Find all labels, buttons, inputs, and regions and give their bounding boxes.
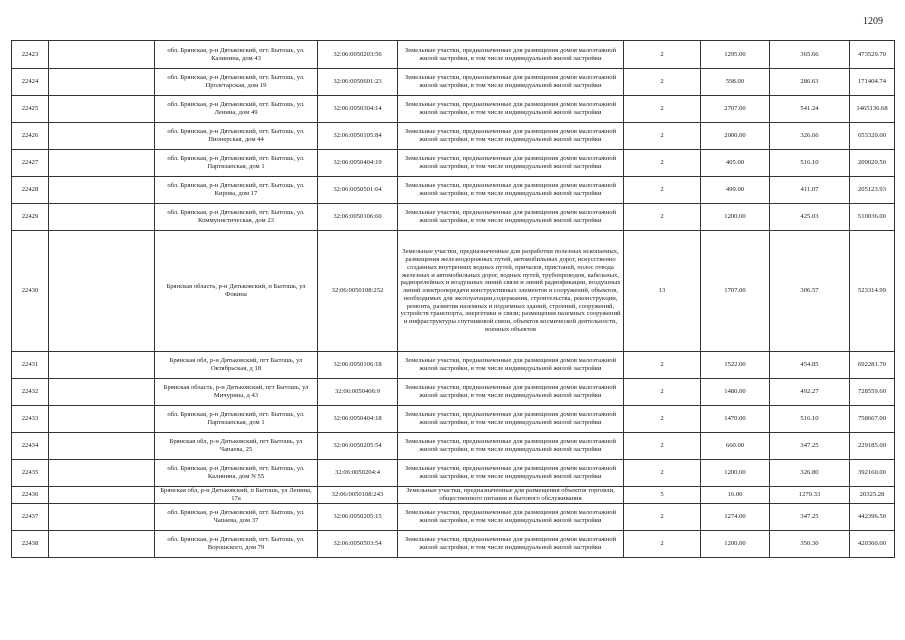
blank-cell bbox=[49, 487, 155, 504]
table-row bbox=[12, 530, 895, 557]
address-cell: Брянская область, р-н Дятьковский, пгт Бытошь, ул Мичурина, д 43 bbox=[155, 379, 318, 406]
land-use-cell: Земельные участки, предназначенные для размещения домов малоэтажной жилой застройки, в том числе индивидуальной жилой застройки bbox=[398, 379, 624, 406]
address-cell: обл. Брянская, р-н Дятьковский, пгт. Бытошь, ул. Коммунистическая, дом 23 bbox=[155, 204, 318, 231]
area-cell: 1707.00 bbox=[701, 231, 770, 352]
cadastral-value-cell: 473529.70 bbox=[850, 41, 895, 69]
row-number: 22430 bbox=[12, 231, 49, 352]
category-cell: 2 bbox=[624, 433, 701, 460]
table-row bbox=[12, 150, 895, 177]
area-cell: 1274.00 bbox=[701, 503, 770, 530]
area-cell: 499.00 bbox=[701, 177, 770, 204]
category-cell: 2 bbox=[624, 177, 701, 204]
category-cell: 2 bbox=[624, 123, 701, 150]
table-row bbox=[12, 379, 895, 406]
cadastral-value-cell: 205123.93 bbox=[850, 177, 895, 204]
unit-value-cell: 1270.33 bbox=[770, 487, 850, 504]
row-number: 22438 bbox=[12, 530, 49, 557]
area-cell: 2707.00 bbox=[701, 96, 770, 123]
address-cell: обл. Брянская, р-н Дятьковский, пгт. Бытошь, ул. Пролетарская, дом 19 bbox=[155, 69, 318, 96]
blank-cell bbox=[49, 41, 155, 69]
address-cell: обл. Брянская, р-н Дятьковский, пгт. Бытошь, ул. Ленина, дом 49 bbox=[155, 96, 318, 123]
blank-cell bbox=[49, 69, 155, 96]
unit-value-cell: 306.57 bbox=[770, 231, 850, 352]
table-row bbox=[12, 352, 895, 379]
category-cell: 2 bbox=[624, 406, 701, 433]
category-cell: 2 bbox=[624, 204, 701, 231]
cadastral-number-cell: 32:06:0050108:252 bbox=[318, 231, 398, 352]
area-cell: 405.00 bbox=[701, 150, 770, 177]
land-use-cell: Земельные участки, предназначенные для размещения домов малоэтажной жилой застройки, в том числе индивидуальной жилой застройки bbox=[398, 150, 624, 177]
cadastral-value-cell: 20325.28 bbox=[850, 487, 895, 504]
cadastral-number-cell: 32:06:0050503:54 bbox=[318, 530, 398, 557]
cadastral-number-cell: 32:06:0050205:15 bbox=[318, 503, 398, 530]
row-number: 22424 bbox=[12, 69, 49, 96]
address-cell: обл. Брянская, р-н Дятьковский, пгт. Бытошь, ул. Калинина, дом 43 bbox=[155, 41, 318, 69]
cadastral-value-cell: 442396.50 bbox=[850, 503, 895, 530]
row-number: 22429 bbox=[12, 204, 49, 231]
cadastral-number-cell: 32:06:0050404:18 bbox=[318, 406, 398, 433]
address-cell: обл. Брянская, р-н Дятьковский, пгт. Бытошь, ул. Кирова, дом 17 bbox=[155, 177, 318, 204]
cadastral-number-cell: 32:06:0050203:56 bbox=[318, 41, 398, 69]
row-number: 22436 bbox=[12, 487, 49, 504]
cadastral-value-cell: 209020.50 bbox=[850, 150, 895, 177]
cadastral-number-cell: 32:06:0050601:23 bbox=[318, 69, 398, 96]
cadastral-number-cell: 32:06:0050501:64 bbox=[318, 177, 398, 204]
area-cell: 1480.00 bbox=[701, 379, 770, 406]
unit-value-cell: 541.24 bbox=[770, 96, 850, 123]
row-number: 22423 bbox=[12, 41, 49, 69]
category-cell: 5 bbox=[624, 487, 701, 504]
table-row bbox=[12, 96, 895, 123]
blank-cell bbox=[49, 530, 155, 557]
cadastral-value-cell: 653320.00 bbox=[850, 123, 895, 150]
cadastral-number-cell: 32:06:0050406:9 bbox=[318, 379, 398, 406]
unit-value-cell: 326.80 bbox=[770, 460, 850, 487]
land-use-cell: Земельные участки, предназначенные для размещения домов малоэтажной жилой застройки, в том числе индивидуальной жилой застройки bbox=[398, 406, 624, 433]
row-number: 22433 bbox=[12, 406, 49, 433]
land-use-cell: Земельные участки, предназначенные для размещения домов малоэтажной жилой застройки, в том числе индивидуальной жилой застройки bbox=[398, 204, 624, 231]
land-use-cell: Земельные участки, предназначенные для размещения домов малоэтажной жилой застройки, в том числе индивидуальной жилой застройки bbox=[398, 503, 624, 530]
table-row bbox=[12, 487, 895, 504]
unit-value-cell: 492.27 bbox=[770, 379, 850, 406]
blank-cell bbox=[49, 204, 155, 231]
table-row bbox=[12, 41, 895, 69]
table-row bbox=[12, 231, 895, 352]
row-number: 22435 bbox=[12, 460, 49, 487]
cadastral-value-cell: 1465136.68 bbox=[850, 96, 895, 123]
cadastral-value-cell: 420360.00 bbox=[850, 530, 895, 557]
address-cell: обл. Брянская, р-н Дятьковский, пгт. Бытошь, ул. Пионерская, дом 44 bbox=[155, 123, 318, 150]
table-row bbox=[12, 503, 895, 530]
blank-cell bbox=[49, 231, 155, 352]
cadastral-number-cell: 32:06:0050106:60 bbox=[318, 204, 398, 231]
blank-cell bbox=[49, 352, 155, 379]
address-cell: Брянская обл, р-н Дятьковский, пгт Бытошь, ул Октябрьская, д 18 bbox=[155, 352, 318, 379]
area-cell: 660.00 bbox=[701, 433, 770, 460]
table-row bbox=[12, 460, 895, 487]
area-cell: 1200.00 bbox=[701, 204, 770, 231]
category-cell: 2 bbox=[624, 96, 701, 123]
category-cell: 2 bbox=[624, 460, 701, 487]
row-number: 22437 bbox=[12, 503, 49, 530]
blank-cell bbox=[49, 406, 155, 433]
cadastral-value-table bbox=[11, 40, 895, 558]
land-use-cell: Земельные участки, предназначенные для размещения объектов торговли, общественного питания и бытового обслуживания bbox=[398, 487, 624, 504]
unit-value-cell: 326.66 bbox=[770, 123, 850, 150]
category-cell: 2 bbox=[624, 503, 701, 530]
category-cell: 2 bbox=[624, 530, 701, 557]
table-row bbox=[12, 204, 895, 231]
land-use-cell: Земельные участки, предназначенные для размещения домов малоэтажной жилой застройки, в том числе индивидуальной жилой застройки bbox=[398, 96, 624, 123]
row-number: 22425 bbox=[12, 96, 49, 123]
blank-cell bbox=[49, 150, 155, 177]
area-cell: 2000.00 bbox=[701, 123, 770, 150]
table-row bbox=[12, 123, 895, 150]
area-cell: 1470.00 bbox=[701, 406, 770, 433]
unit-value-cell: 347.25 bbox=[770, 503, 850, 530]
table-row bbox=[12, 433, 895, 460]
unit-value-cell: 411.07 bbox=[770, 177, 850, 204]
cadastral-value-cell: 171404.74 bbox=[850, 69, 895, 96]
blank-cell bbox=[49, 96, 155, 123]
unit-value-cell: 516.10 bbox=[770, 150, 850, 177]
land-use-cell: Земельные участки, предназначенные для размещения домов малоэтажной жилой застройки, в том числе индивидуальной жилой застройки bbox=[398, 530, 624, 557]
land-use-cell: Земельные участки, предназначенные для размещения домов малоэтажной жилой застройки, в том числе индивидуальной жилой застройки bbox=[398, 69, 624, 96]
area-cell: 1200.00 bbox=[701, 530, 770, 557]
area-cell: 1200.00 bbox=[701, 460, 770, 487]
blank-cell bbox=[49, 503, 155, 530]
cadastral-number-cell: 32:06:0050204:4 bbox=[318, 460, 398, 487]
cadastral-value-cell: 692281.70 bbox=[850, 352, 895, 379]
row-number: 22427 bbox=[12, 150, 49, 177]
unit-value-cell: 425.03 bbox=[770, 204, 850, 231]
row-number: 22434 bbox=[12, 433, 49, 460]
page-number: 1209 bbox=[863, 16, 883, 27]
category-cell: 2 bbox=[624, 379, 701, 406]
cadastral-value-cell: 728559.60 bbox=[850, 379, 895, 406]
row-number: 22428 bbox=[12, 177, 49, 204]
category-cell: 13 bbox=[624, 231, 701, 352]
land-use-cell: Земельные участки, предназначенные для размещения домов малоэтажной жилой застройки, в том числе индивидуальной жилой застройки bbox=[398, 123, 624, 150]
unit-value-cell: 454.85 bbox=[770, 352, 850, 379]
land-use-cell: Земельные участки, предназначенные для размещения домов малоэтажной жилой застройки, в том числе индивидуальной жилой застройки bbox=[398, 352, 624, 379]
cadastral-value-cell: 229185.00 bbox=[850, 433, 895, 460]
row-number: 22431 bbox=[12, 352, 49, 379]
land-use-cell: Земельные участки, предназначенные для разработки полезных ископаемых, размещения железнодорожных путей, автомобильных дорог, искусственно созданных внутренних водных путей, причалов, пристаней, полос отвода железных и автомобильных дорог, водных путей, трубопроводов, кабельных, радиорелейных и воздушных линий связи и линий радиофикации, воздушных линий электропередачи конструктивных элементов и сооружений, объектов, необходимых для эксплуатации,содержания, строительства, реконструкции, ремонта, развития наземных и подземных зданий, строений, сооружений, устройств транспорта, энергетики и связи; размещения наземных сооружений и инфраструктуры спутниковой связи, объектов космической деятельности, военных объектов bbox=[398, 231, 624, 352]
cadastral-number-cell: 32:06:0050106:18 bbox=[318, 352, 398, 379]
area-cell: 598.00 bbox=[701, 69, 770, 96]
cadastral-value-cell: 758667.00 bbox=[850, 406, 895, 433]
address-cell: Брянская обл, р-н Дятьковский, п Бытошь, ул Ленина, 17а bbox=[155, 487, 318, 504]
address-cell: обл. Брянская, р-н Дятьковский, пгт. Бытошь, ул. Партизанская, дом 1 bbox=[155, 406, 318, 433]
address-cell: обл. Брянская, р-н Дятьковский, пгт. Бытошь, ул. Ворошского, дом 79 bbox=[155, 530, 318, 557]
land-use-cell: Земельные участки, предназначенные для размещения домов малоэтажной жилой застройки, в том числе индивидуальной жилой застройки bbox=[398, 41, 624, 69]
cadastral-number-cell: 32:06:0050304:14 bbox=[318, 96, 398, 123]
row-number: 22426 bbox=[12, 123, 49, 150]
land-use-cell: Земельные участки, предназначенные для размещения домов малоэтажной жилой застройки, в том числе индивидуальной жилой застройки bbox=[398, 433, 624, 460]
row-number: 22432 bbox=[12, 379, 49, 406]
blank-cell bbox=[49, 177, 155, 204]
cadastral-value-cell: 510036.00 bbox=[850, 204, 895, 231]
address-cell: обл. Брянская, р-н Дятьковский, пгт. Бытошь, ул. Партизанская, дом 1 bbox=[155, 150, 318, 177]
unit-value-cell: 365.66 bbox=[770, 41, 850, 69]
address-cell: Брянская обл, р-н Дятьковский, пгт Бытошь, ул Чапаева, 25 bbox=[155, 433, 318, 460]
cadastral-number-cell: 32:06:0050404:19 bbox=[318, 150, 398, 177]
blank-cell bbox=[49, 379, 155, 406]
table-row bbox=[12, 406, 895, 433]
area-cell: 1522.00 bbox=[701, 352, 770, 379]
table-row bbox=[12, 69, 895, 96]
area-cell: 16.00 bbox=[701, 487, 770, 504]
cadastral-number-cell: 32:06:0050108:243 bbox=[318, 487, 398, 504]
unit-value-cell: 286.63 bbox=[770, 69, 850, 96]
blank-cell bbox=[49, 123, 155, 150]
unit-value-cell: 347.25 bbox=[770, 433, 850, 460]
cadastral-number-cell: 32:06:0050105:84 bbox=[318, 123, 398, 150]
table-row bbox=[12, 177, 895, 204]
category-cell: 2 bbox=[624, 41, 701, 69]
unit-value-cell: 516.10 bbox=[770, 406, 850, 433]
cadastral-value-cell: 392160.00 bbox=[850, 460, 895, 487]
area-cell: 1295.00 bbox=[701, 41, 770, 69]
category-cell: 2 bbox=[624, 69, 701, 96]
cadastral-value-cell: 523314.99 bbox=[850, 231, 895, 352]
address-cell: обл. Брянская, р-н Дятьковский, пгт. Бытошь, ул. Чапаева, дом 37 bbox=[155, 503, 318, 530]
address-cell: Брянская область, р-н Дятьковский, п Бытошь, ул Фокина bbox=[155, 231, 318, 352]
cadastral-number-cell: 32:06:0050205:54 bbox=[318, 433, 398, 460]
category-cell: 2 bbox=[624, 352, 701, 379]
blank-cell bbox=[49, 460, 155, 487]
land-use-cell: Земельные участки, предназначенные для размещения домов малоэтажной жилой застройки, в том числе индивидуальной жилой застройки bbox=[398, 460, 624, 487]
blank-cell bbox=[49, 433, 155, 460]
unit-value-cell: 350.30 bbox=[770, 530, 850, 557]
address-cell: обл. Брянская, р-н Дятьковский, пгт. Бытошь, ул. Калинина, дом N 55 bbox=[155, 460, 318, 487]
category-cell: 2 bbox=[624, 150, 701, 177]
land-use-cell: Земельные участки, предназначенные для размещения домов малоэтажной жилой застройки, в том числе индивидуальной жилой застройки bbox=[398, 177, 624, 204]
